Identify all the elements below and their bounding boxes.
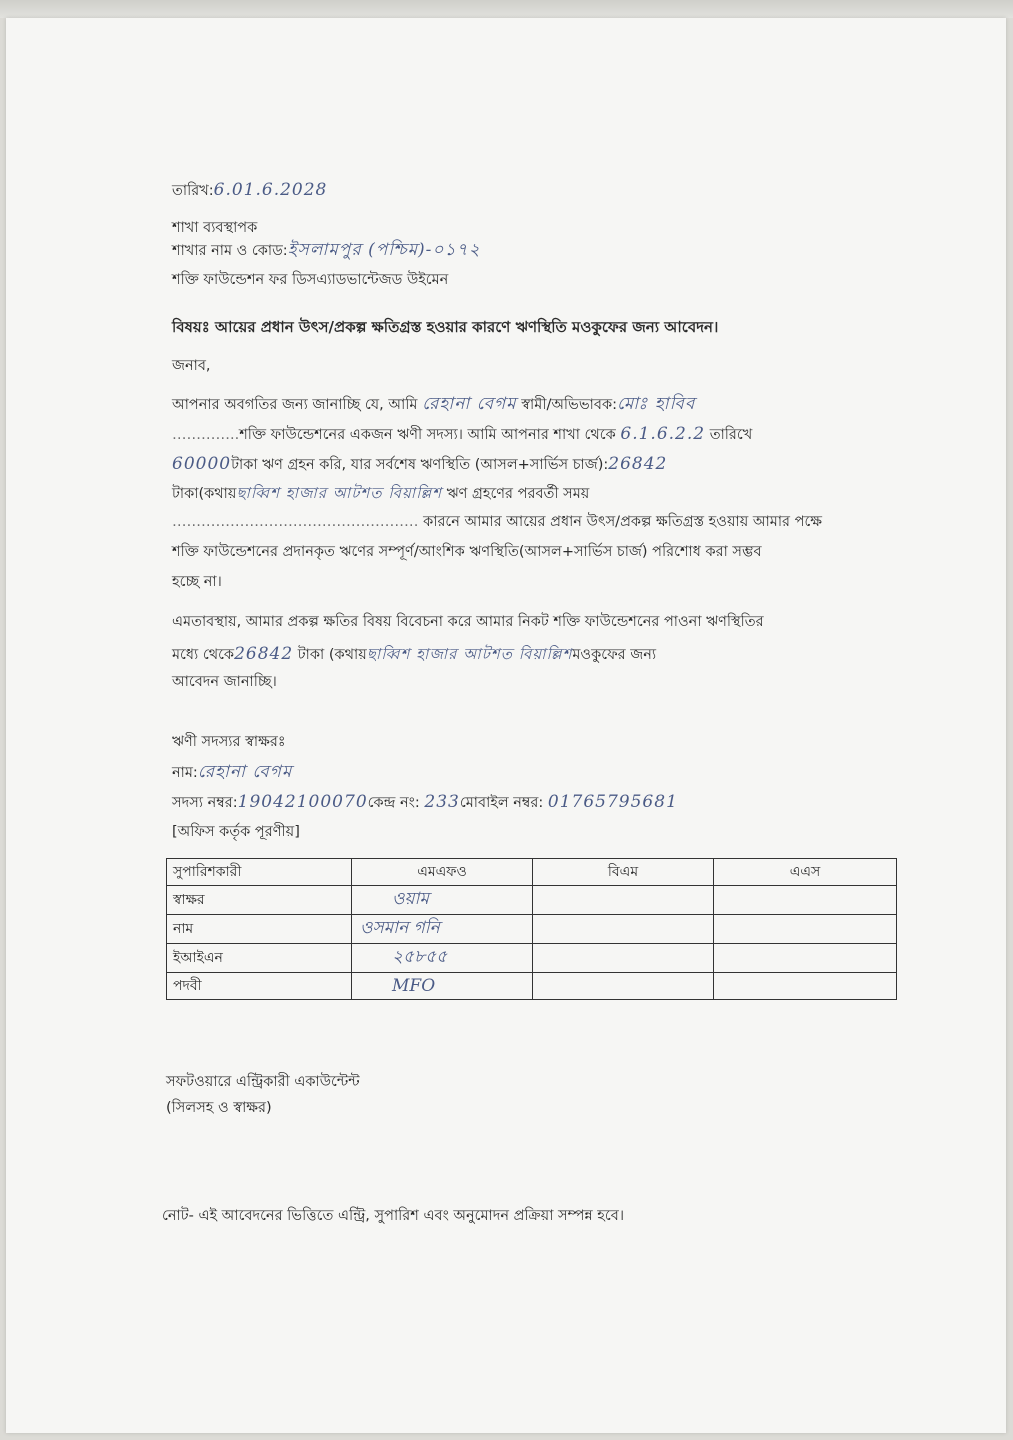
loan-date-handwritten: 6.1.6.2.2	[620, 424, 706, 444]
body-line-6: শক্তি ফাউন্ডেশনের প্রদানকৃত ঋণের সম্পূর্ণ/আংশিক ঋণস্থিতি(আসল+সার্ভিস চার্জ) পরিশোধ করা সম্ভব	[172, 544, 762, 560]
date-label: তারিখ:	[172, 183, 214, 199]
bm-cell	[533, 915, 714, 944]
table-row	[167, 944, 897, 973]
body-text: শক্তি ফাউন্ডেশনের একজন ঋণী সদস্য। আমি আপনার শাখা থেকে	[239, 427, 616, 443]
center-no-handwritten: 233	[424, 792, 460, 812]
name-label: নাম:	[172, 765, 198, 781]
organization-name: শক্তি ফাউন্ডেশন ফর ডিসএ্যাডভান্টেজড উইমেন	[172, 272, 449, 288]
blank-dots: …………..	[172, 427, 240, 443]
body-text: টাকা ঋণ গ্রহন করি, যার সর্বশেষ ঋণস্থিতি (আসল+সার্ভিস চার্জ):	[231, 457, 609, 473]
signature-label: ঋণী সদস্যর স্বাক্ষরঃ	[172, 734, 286, 750]
body-line-5	[172, 514, 822, 531]
date-value: 6.01.6.2028	[213, 180, 328, 200]
guardian-handwritten: মোঃ হাবিব	[616, 394, 696, 414]
body-text: মধ্যে থেকে	[172, 647, 235, 663]
header-mfo: এমএফও	[352, 859, 533, 886]
member-name-handwritten: রেহানা বেগম	[197, 762, 293, 782]
balance-words-handwritten: ছাব্বিশ হাজার আটশত বিয়াল্লিশ	[236, 484, 442, 502]
branch-line	[172, 240, 481, 260]
row-label: নাম	[167, 915, 352, 944]
member-no-handwritten: 19042100070	[237, 792, 368, 812]
mfo-designation-handwritten: MFO	[352, 973, 533, 1000]
table-header-row	[167, 859, 897, 886]
mfo-name-handwritten: ওসমান গনি	[352, 915, 533, 944]
accountant-title: সফটওয়ারে এন্ট্রিকারী একাউন্টেন্ট	[166, 1074, 360, 1090]
body-text: আপনার অবগতির জন্য জানাচ্ছি যে, আমি	[172, 397, 418, 413]
body-text: টাকা (কথায়	[297, 647, 367, 663]
branch-value: ইসলামপুর (পশ্চিম)-০১৭২	[287, 240, 481, 260]
applicant-name-handwritten: রেহানা বেগম	[422, 394, 517, 414]
accountant-seal-note: (সিলসহ ও স্বাক্ষর)	[166, 1100, 272, 1116]
office-caption: [অফিস কর্তৃক পূরণীয়]	[172, 824, 300, 840]
mfo-ein-handwritten: ২৫৮৫৫	[352, 944, 533, 973]
as-cell	[714, 886, 897, 915]
bm-cell	[533, 886, 714, 915]
date-line	[172, 180, 327, 200]
subject-line: বিষয়ঃ আয়ের প্রধান উৎস/প্রকল্প ক্ষতিগ্রস্ত হওয়ার কারণে ঋণস্থিতি মওকুফের জন্য আবেদন।	[172, 318, 719, 336]
body-text: মওকুফের জন্য	[572, 647, 657, 663]
salutation: জনাব,	[172, 358, 211, 374]
body-line-2	[172, 424, 752, 444]
header-bm: বিএম	[533, 859, 714, 886]
body-line-9	[172, 644, 656, 664]
member-no-label: সদস্য নম্বর:	[172, 795, 238, 811]
as-cell	[714, 944, 897, 973]
body-line-7: হচ্ছে না।	[172, 574, 222, 590]
body-line-10: আবেদন জানাচ্ছি।	[172, 674, 277, 690]
row-label: পদবী	[167, 973, 352, 1000]
row-label: স্বাক্ষর	[167, 886, 352, 915]
bm-cell	[533, 973, 714, 1000]
header-as: এএস	[714, 859, 897, 886]
center-label: কেন্দ্র নং:	[367, 795, 420, 811]
loan-amount-handwritten: 60000	[172, 454, 232, 474]
body-line-1	[172, 394, 695, 414]
mfo-signature-handwritten: ওয়াম	[352, 886, 533, 915]
body-line-3	[172, 454, 667, 474]
member-name-line	[172, 762, 292, 782]
body-text: ঋণ গ্রহণের পরবর্তী সময়	[446, 486, 590, 502]
recipient-title: শাখা ব্যবস্থাপক	[172, 220, 258, 236]
as-cell	[714, 915, 897, 944]
balance-handwritten: 26842	[608, 454, 668, 474]
office-recommendation-table	[166, 858, 897, 1000]
footer-note: নোট- এই আবেদনের ভিত্তিতে এন্ট্রি, সুপারিশ এবং অনুমোদন প্রক্রিয়া সম্পন্ন হবে।	[162, 1208, 625, 1224]
body-line-8: এমতাবস্থায়, আমার প্রকল্প ক্ষতির বিষয় বিবেচনা করে আমার নিকট শক্তি ফাউন্ডেশনের পাওনা ঋণস্থিতির	[172, 614, 764, 630]
blank-dots: ……………………………………………	[172, 514, 419, 530]
waive-amount-handwritten: 26842	[234, 644, 294, 664]
body-text: কারনে আমার আয়ের প্রধান উৎস/প্রকল্প ক্ষতিগ্রস্ত হওয়ায় আমার পক্ষে	[423, 514, 823, 530]
as-cell	[714, 973, 897, 1000]
member-details-line	[172, 792, 678, 812]
table-row	[167, 886, 897, 915]
table-row	[167, 973, 897, 1000]
table-row	[167, 915, 897, 944]
mobile-label: মোবাইল নম্বর:	[459, 795, 544, 811]
branch-label: শাখার নাম ও কোড:	[172, 243, 288, 259]
header-recommender: সুপারিশকারী	[167, 859, 352, 886]
bm-cell	[533, 944, 714, 973]
row-label: ইআইএন	[167, 944, 352, 973]
guardian-label: স্বামী/অভিভাবক:	[521, 397, 617, 413]
body-line-4	[172, 484, 589, 503]
mobile-handwritten: 01765795681	[547, 792, 678, 812]
waive-words-handwritten: ছাব্বিশ হাজার আটশত বিয়াল্লিশ	[366, 645, 573, 663]
body-text: টাকা(কথায়	[172, 486, 237, 502]
body-text: তারিখে	[709, 427, 753, 443]
page-top-edge	[0, 0, 1013, 18]
